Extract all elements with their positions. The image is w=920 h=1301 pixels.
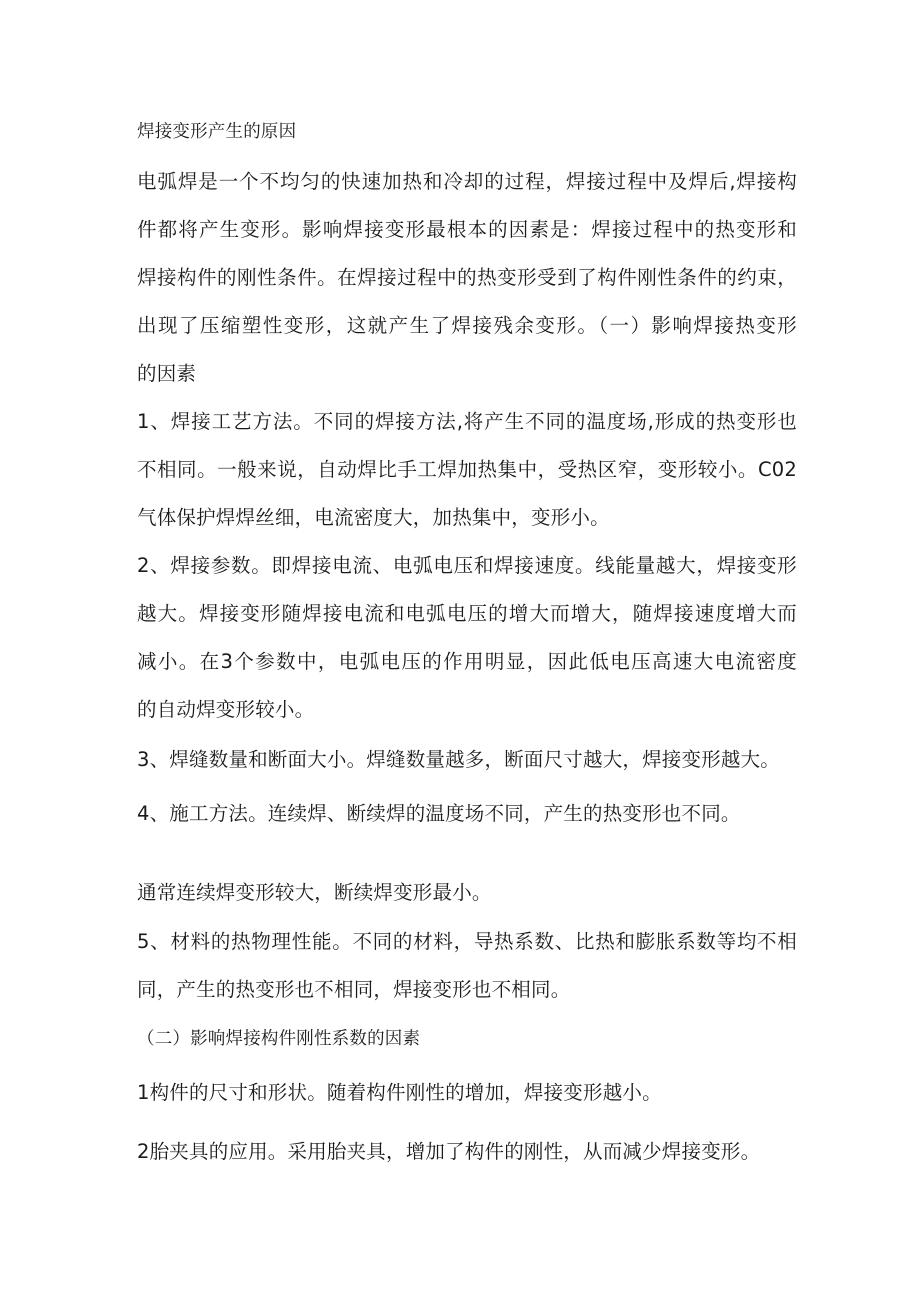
item5-line-2: 同，产生的热变形也不相同，焊接变形也不相同。 xyxy=(137,978,571,1001)
item2-line-3: 减小。在3个参数中，电弧电压的作用明显，因此低电压高速大电流密度 xyxy=(137,650,797,673)
intro-line-3: 焊接构件的刚性条件。在焊接过程中的热变形受到了构件刚性条件的约束， xyxy=(137,266,797,289)
section2-title: （二）影响焊接构件刚性系数的因素 xyxy=(137,1029,421,1049)
s2-item2-line: 2胎夹具的应用。采用胎夹具，增加了构件的刚性，从而减少焊接变形。 xyxy=(137,1140,761,1163)
item1-line-2: 不相同。一般来说，自动焊比手工焊加热集中，受热区窄，变形较小。C02 xyxy=(137,458,797,481)
item4-line: 4、施工方法。连续焊、断续焊的温度场不同，产生的热变形也不同。 xyxy=(137,802,741,825)
intro-line-1: 电弧焊是一个不均匀的快速加热和冷却的过程，焊接过程中及焊后,焊接构 xyxy=(137,170,797,193)
doc-title: 焊接变形产生的原因 xyxy=(137,122,297,142)
item1-line-1: 1、焊接工艺方法。不同的焊接方法,将产生不同的温度场,形成的热变形也 xyxy=(137,410,797,433)
item3-line: 3、焊缝数量和断面大小。焊缝数量越多，断面尺寸越大，焊接变形越大。 xyxy=(137,748,781,771)
item2-line-2: 越大。焊接变形随焊接电流和电弧电压的增大而增大，随焊接速度增大而 xyxy=(137,602,797,625)
intro-line-4: 出现了压缩塑性变形，这就产生了焊接残余变形。（一）影响焊接热变形 xyxy=(137,314,797,337)
item2-line-4: 的自动焊变形较小。 xyxy=(137,698,315,721)
item2-line-1: 2、焊接参数。即焊接电流、电弧电压和焊接速度。线能量越大，焊接变形 xyxy=(137,554,797,577)
intro-line-5: 的因素 xyxy=(137,362,197,385)
item4-continuation: 通常连续焊变形较大，断续焊变形最小。 xyxy=(137,881,492,904)
item1-line-3: 气体保护焊焊丝细，电流密度大，加热集中，变形小。 xyxy=(137,506,610,529)
s2-item1-line: 1构件的尺寸和形状。随着构件刚性的增加，焊接变形越小。 xyxy=(137,1081,662,1104)
intro-line-2: 件都将产生变形。影响焊接变形最根本的因素是：焊接过程中的热变形和 xyxy=(137,218,797,241)
item5-line-1: 5、材料的热物理性能。不同的材料，导热系数、比热和膨胀系数等均不相 xyxy=(137,930,797,953)
